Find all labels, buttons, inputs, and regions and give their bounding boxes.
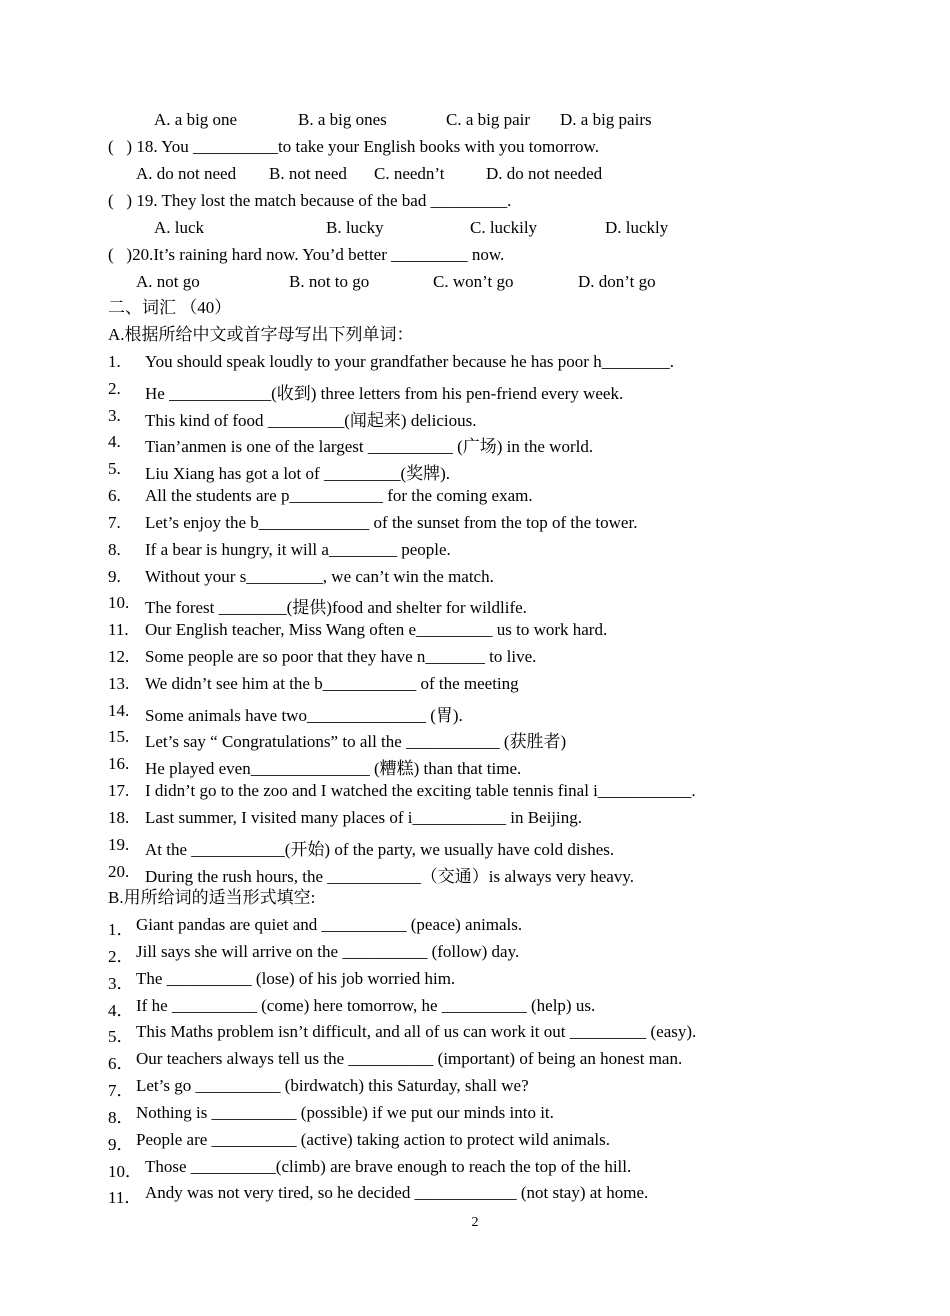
item-text: This Maths problem isn’t difficult, and all of us can work it out _________ (easy). (136, 1022, 697, 1041)
part-a-title: A.根据所给中文或首字母写出下列单词： (108, 325, 414, 344)
item-number: 5． (108, 1027, 134, 1046)
item-number: 15. (108, 727, 130, 746)
q20-option-a: A. not go (136, 272, 200, 291)
item-text: The forest ________(提供)food and shelter for wildlife. (145, 598, 527, 617)
q18-option-a: A. do not need (136, 164, 237, 183)
item-text: If a bear is hungry, it will a________ people. (145, 540, 451, 559)
item-number: 4. (108, 432, 121, 451)
q20-option-d: D. don’t go (578, 272, 656, 291)
section-title-vocabulary: 二、词汇 （40） (108, 298, 232, 317)
item-number: 18. (108, 808, 130, 827)
item-number: 9． (108, 1135, 134, 1154)
item-text: If he __________ (come) here tomorrow, he __________ (help) us. (136, 996, 596, 1015)
item-number: 14. (108, 701, 130, 720)
item-text: Our English teacher, Miss Wang often e_________ us to work hard. (145, 620, 608, 639)
item-text: Let’s enjoy the b_____________ of the sunset from the top of the tower. (145, 513, 638, 532)
item-text: Our teachers always tell us the __________ (important) of being an honest man. (136, 1049, 683, 1068)
q17-option-b: B. a big ones (298, 110, 387, 129)
item-text: During the rush hours, the ___________（交通）is always very heavy. (145, 867, 634, 886)
item-number: 2． (108, 947, 134, 966)
item-number: 2. (108, 379, 121, 398)
item-number: 10. (108, 593, 130, 612)
item-number: 10． (108, 1162, 142, 1181)
item-text: Last summer, I visited many places of i___________ in Beijing. (145, 808, 583, 827)
item-number: 3． (108, 974, 134, 993)
item-text: The __________ (lose) of his job worried him. (136, 969, 456, 988)
item-number: 17. (108, 781, 130, 800)
item-text: Without your s_________, we can’t win the match. (145, 567, 494, 586)
item-text: Some people are so poor that they have n_______ to live. (145, 647, 537, 666)
item-text: We didn’t see him at the b___________ of the meeting (145, 674, 519, 693)
item-text: I didn’t go to the zoo and I watched the exciting table tennis final i___________. (145, 781, 696, 800)
q17-option-a: A. a big one (154, 110, 238, 129)
page-number: 2 (471, 1215, 479, 1230)
item-number: 6. (108, 486, 121, 505)
q18-option-c: C. needn’t (374, 164, 445, 183)
item-text: Nothing is __________ (possible) if we put our minds into it. (136, 1103, 554, 1122)
item-text: Tian’anmen is one of the largest __________ (广场) in the world. (145, 437, 594, 456)
item-text: Liu Xiang has got a lot of _________(奖牌). (145, 464, 451, 483)
item-number: 8． (108, 1108, 134, 1127)
part-b-title: B.用所给词的适当形式填空: (108, 888, 316, 907)
q19-stem: ( ) 19. They lost the match because of the bad _________. (108, 191, 512, 210)
item-text: Some animals have two______________ (胃). (145, 706, 463, 725)
q19-option-a: A. luck (154, 218, 205, 237)
q18-option-b: B. not need (269, 164, 347, 183)
item-number: 4． (108, 1001, 134, 1020)
item-number: 12. (108, 647, 130, 666)
item-text: At the ___________(开始) of the party, we usually have cold dishes. (145, 840, 615, 859)
item-text: Those __________(climb) are brave enough to reach the top of the hill. (145, 1157, 632, 1176)
q19-option-d: D. luckly (605, 218, 669, 237)
item-number: 3. (108, 406, 121, 425)
q20-stem: ( )20.It’s raining hard now. You’d better _________ now. (108, 245, 505, 264)
q17-option-d: D. a big pairs (560, 110, 652, 129)
item-text: Giant pandas are quiet and __________ (peace) animals. (136, 915, 523, 934)
item-number: 20. (108, 862, 130, 881)
item-text: Jill says she will arrive on the __________ (follow) day. (136, 942, 520, 961)
item-number: 8. (108, 540, 121, 559)
item-number: 7． (108, 1081, 134, 1100)
item-text: People are __________ (active) taking action to protect wild animals. (136, 1130, 610, 1149)
q18-option-d: D. do not needed (486, 164, 603, 183)
q20-option-b: B. not to go (289, 272, 370, 291)
item-text: He ____________(收到) three letters from his pen-friend every week. (145, 384, 624, 403)
q19-option-b: B. lucky (326, 218, 384, 237)
item-text: You should speak loudly to your grandfather because he has poor h________. (145, 352, 674, 371)
item-text: He played even______________ (糟糕) than that time. (145, 759, 522, 778)
item-number: 11． (108, 1188, 142, 1207)
q17-option-c: C. a big pair (446, 110, 531, 129)
q19-option-c: C. luckily (470, 218, 538, 237)
item-number: 9. (108, 567, 121, 586)
item-text: All the students are p___________ for the coming exam. (145, 486, 533, 505)
item-number: 13. (108, 674, 130, 693)
item-text: Let’s go __________ (birdwatch) this Saturday, shall we? (136, 1076, 529, 1095)
item-number: 16. (108, 754, 130, 773)
item-number: 7. (108, 513, 121, 532)
item-text: Andy was not very tired, so he decided ____________ (not stay) at home. (145, 1183, 649, 1202)
item-number: 6． (108, 1054, 134, 1073)
item-number: 5. (108, 459, 121, 478)
q18-stem: ( ) 18. You __________to take your English books with you tomorrow. (108, 137, 599, 156)
item-number: 1． (108, 920, 134, 939)
item-number: 1. (108, 352, 121, 371)
item-number: 19. (108, 835, 130, 854)
item-text: Let’s say “ Congratulations” to all the ___________ (获胜者) (145, 732, 567, 751)
item-text: This kind of food _________(闻起来) delicious. (145, 411, 477, 430)
item-number: 11. (108, 620, 129, 639)
q20-option-c: C. won’t go (433, 272, 514, 291)
